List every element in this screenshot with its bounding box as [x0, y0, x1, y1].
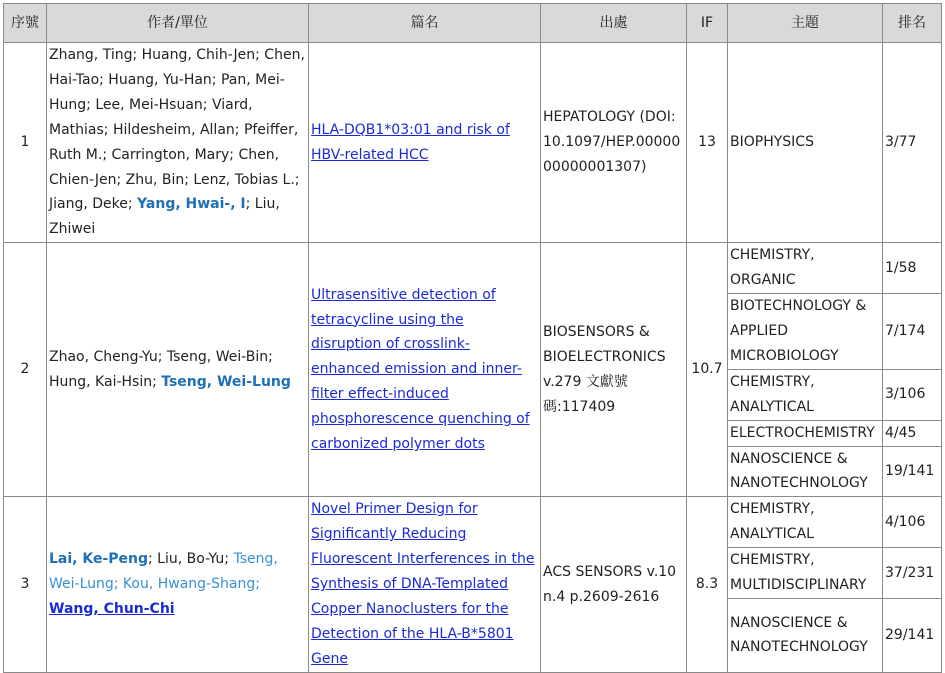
article-title-link[interactable]: Novel Primer Design for Significantly Reducing Fluorescent Interferences in the Synthesis of DNA-Templated Copper Nanoclusters for the Detection of the HLA-B*5801 Gene [311, 501, 535, 667]
topic-cell: CHEMISTRY, MULTIDISCIPLINARY [728, 548, 883, 599]
table-row [4, 43, 942, 243]
authors-text: Zhang, Ting; Huang, Chih-Jen; Chen, Hai-Tao; Huang, Yu-Han; Pan, Mei-Hung; Lee, Mei-Hsuan; Viard, Mathias; Hildesheim, Allan; Pfeiffer, Ruth M.; Carrington, Mary; Chen, Chien-Jen; Zhu, Bin; Lenz, Tobias L.; Jiang, Deke; [49, 47, 305, 213]
if-cell: 8.3 [687, 497, 728, 673]
header-seq: 序號 [4, 4, 47, 43]
authors-text: ; Liu, Bo-Yu; [148, 551, 234, 568]
highlighted-author-link[interactable]: Wang, Chun-Chi [49, 601, 175, 618]
authors-cell [47, 497, 309, 673]
topic-cell: BIOTECHNOLOGY & APPLIED MICROBIOLOGY [728, 294, 883, 370]
header-source: 出處 [541, 4, 687, 43]
header-authors: 作者/單位 [47, 4, 309, 43]
rank-cell: 7/174 [883, 294, 942, 370]
title-cell [309, 43, 541, 243]
seq-cell: 3 [4, 497, 47, 673]
rank-cell: 3/106 [883, 369, 942, 420]
authors-text: ; Liu, Zhiwei [49, 196, 280, 238]
header-row [4, 4, 942, 43]
source-cell: BIOSENSORS & BIOELECTRONICS v.279 文獻號碼:117409 [541, 243, 687, 497]
highlighted-author: Lai, Ke-Peng [49, 551, 149, 568]
highlighted-author: Tseng, Wei-Lung [161, 373, 291, 390]
authors-cell [47, 243, 309, 497]
header-if: IF [687, 4, 728, 43]
title-cell [309, 497, 541, 673]
table-row [4, 243, 942, 294]
rank-cell: 1/58 [883, 243, 942, 294]
article-title-link[interactable]: Ultrasensitive detection of tetracycline using the disruption of crosslink-enhanced emission and inner-filter effect-induced phosphorescence quenching of carbonized polymer dots [311, 286, 530, 453]
authors-cell [47, 43, 309, 243]
co-author-text: Tseng, Wei-Lung; Kou, Hwang-Shang; [49, 551, 278, 593]
title-cell [309, 243, 541, 497]
header-rank: 排名 [883, 4, 942, 43]
header-title: 篇名 [309, 4, 541, 43]
rank-cell: 19/141 [883, 446, 942, 497]
rank-cell: 37/231 [883, 548, 942, 599]
topic-cell: NANOSCIENCE & NANOTECHNOLOGY [728, 598, 883, 672]
topic-cell: CHEMISTRY, ANALYTICAL [728, 497, 883, 548]
header-topic: 主題 [728, 4, 883, 43]
seq-cell: 1 [4, 43, 47, 243]
if-cell: 13 [687, 43, 728, 243]
rank-cell: 3/77 [883, 43, 942, 243]
topic-cell: CHEMISTRY, ANALYTICAL [728, 369, 883, 420]
highlighted-author: Yang, Hwai-, I [137, 196, 246, 213]
topic-cell: CHEMISTRY, ORGANIC [728, 243, 883, 294]
rank-cell: 4/106 [883, 497, 942, 548]
topic-cell: BIOPHYSICS [728, 43, 883, 243]
source-cell: ACS SENSORS v.10 n.4 p.2609-2616 [541, 497, 687, 673]
table-row [4, 497, 942, 548]
article-title-link[interactable]: HLA-DQB1*03:01 and risk of HBV-related HCC [311, 121, 510, 163]
source-cell: HEPATOLOGY (DOI: 10.1097/HEP.0000000000001307) [541, 43, 687, 243]
rank-cell: 4/45 [883, 420, 942, 446]
topic-cell: ELECTROCHEMISTRY [728, 420, 883, 446]
rank-cell: 29/141 [883, 598, 942, 672]
topic-cell: NANOSCIENCE & NANOTECHNOLOGY [728, 446, 883, 497]
seq-cell: 2 [4, 243, 47, 497]
if-cell: 10.7 [687, 243, 728, 497]
authors-text: Zhao, Cheng-Yu; Tseng, Wei-Bin; Hung, Kai-Hsin; [49, 348, 273, 390]
publication-table [3, 3, 942, 673]
